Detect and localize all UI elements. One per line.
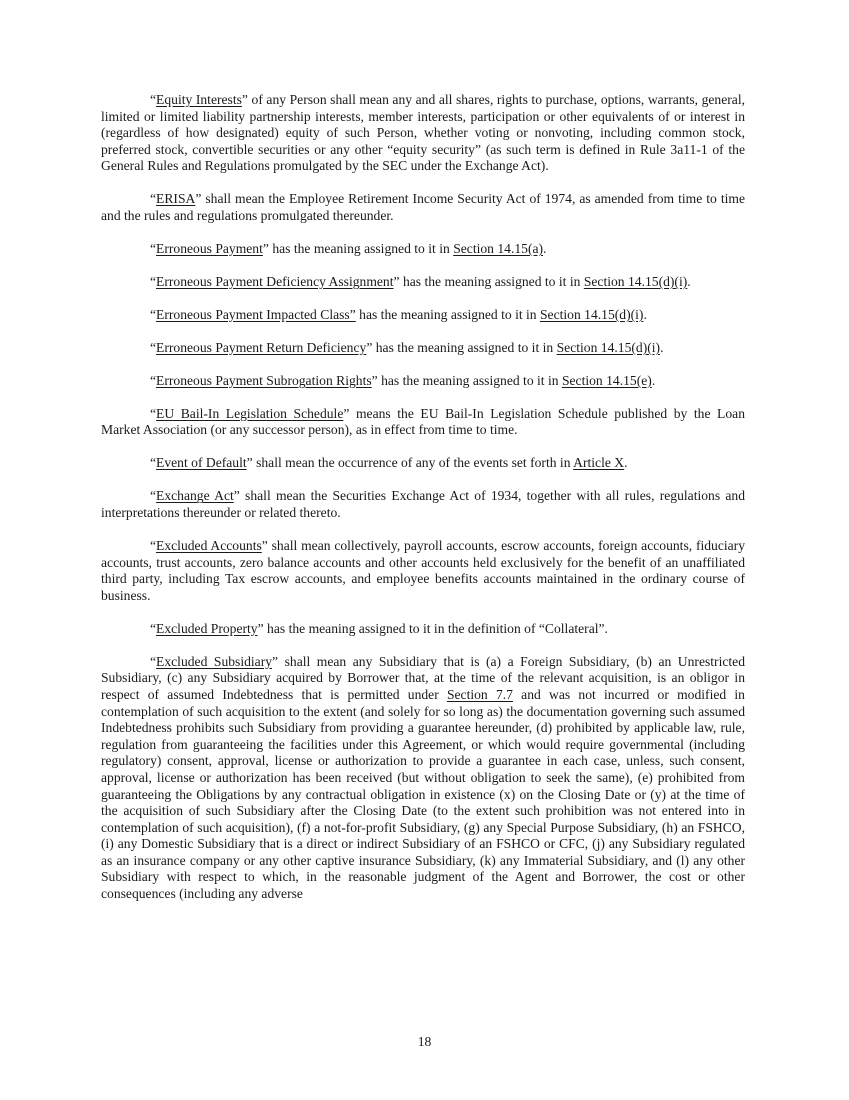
definition-erroneous-payment-impacted-class: “Erroneous Payment Impacted Class” has the meaning assigned to it in Section 14.15(d)(i). (150, 306, 647, 322)
defined-term: ERISA (156, 191, 196, 207)
definition-exchange-act: “Exchange Act” shall mean the Securities Exchange Act of 1934, together with all rules, regulations and interpretations thereunder or related thereto. (101, 488, 745, 521)
defined-term: Excluded Subsidiary (156, 653, 273, 669)
definition-erroneous-payment: “Erroneous Payment” has the meaning assigned to it in Section 14.15(a). (150, 240, 547, 256)
definition-excluded-accounts: “Excluded Accounts” shall mean collectively, payroll accounts, escrow accounts, foreign accounts, fiduciary accounts, trust accounts, zero balance accounts and other accounts held exclusively for the benefit of an unaffiliated third party, including Tax escrow accounts, and employee benefits accounts maintained in the ordinary course of business. (101, 538, 746, 603)
definition-erroneous-payment-subrogation-rights: “Erroneous Payment Subrogation Rights” has the meaning assigned to it in Section 14.15(e). (150, 372, 656, 388)
definition-excluded-subsidiary: “Excluded Subsidiary” shall mean any Subsidiary that is (a) a Foreign Subsidiary, (b) an Unrestricted Subsidiary, (c) any Subsidiary acquired by Borrower that, at the time of the relevant acquisition, is an obligor in respect of assumed Indebtedness that is permitted under Section 7.7 and was not incurred or modified in contemplation of such acquisition to the extent (and solely for so long as) the documentation governing such assumed Indebtedness prohibits such Subsidiary from providing a guarantee hereunder, (d) prohibited by applicable law, rule, regulation from guaranteeing the facilities under this Agreement, or which would require governmental (including regulatory) consent, approval, license or authorization to provide a guarantee in each case, unless, such consent, approval, license or authorization has been received (but without obligation to seek the same), (e) prohibited from guaranteeing the Obligations by any contractual obligation in existence (x) on the Closing Date or (y) at the time of the acquisition of such Subsidiary after the Closing Date (to the extent such prohibition was not entered into in contemplation of such acquisition), (f) a not-for-profit Subsidiary, (g) any Special Purpose Subsidiary, (h) an FSHCO, (i) any Domestic Subsidiary that is a direct or indirect Subsidiary of an FSHCO or CFC, (j) any Subsidiary regulated as an insurance company or any other captive insurance Subsidiary, (k) any Immaterial Subsidiary, and (l) any other Subsidiary with respect to which, in the reasonable judgment of the Agent and Borrower, the cost or other consequences (including any adverse (101, 653, 745, 902)
defined-term: Excluded Property (156, 620, 258, 636)
defined-term: Equity Interests (156, 92, 242, 107)
defined-term: Excluded Accounts (156, 538, 262, 553)
page-number: 18 (417, 1034, 432, 1049)
definition-eu-bail-in-legislation-schedule: “EU Bail-In Legislation Schedule” means the EU Bail-In Legislation Schedule published by the Loan Market Association (or any successor person), as in effect from time to time. (101, 405, 745, 438)
definition-erroneous-payment-return-deficiency: “Erroneous Payment Return Deficiency” has the meaning assigned to it in Section 14.15(d)(i). (150, 339, 664, 355)
section-reference: Section 7.7 (446, 686, 513, 702)
defined-term: Erroneous Payment Return Deficiency (156, 339, 367, 355)
defined-term: EU Bail-In Legislation Schedule (156, 405, 344, 421)
section-reference: Section 14.15(d)(i) (556, 339, 661, 355)
defined-term: Exchange Act (156, 488, 234, 504)
document-page (101, 92, 745, 919)
section-reference: Section 14.15(a) (453, 240, 544, 256)
defined-term: Erroneous Payment (156, 240, 263, 256)
defined-term: Erroneous Payment Deficiency Assignment (156, 273, 394, 289)
defined-term: Erroneous Payment Impacted Class” (156, 306, 356, 322)
section-reference: Section 14.15(d)(i) (540, 306, 644, 322)
definition-event-of-default: “Event of Default” shall mean the occurrence of any of the events set forth in Article X. (150, 455, 628, 471)
definition-erroneous-payment-deficiency-assignment: “Erroneous Payment Deficiency Assignment” has the meaning assigned to it in Section 14.15(d)(i). (150, 273, 691, 289)
definition-erisa: “ERISA” shall mean the Employee Retirement Income Security Act of 1974, as amended from time to time and the rules and regulations promulgated thereunder. (101, 191, 745, 223)
defined-term: Event of Default (156, 455, 247, 471)
definition-equity-interests: “Equity Interests” of any Person shall mean any and all shares, rights to purchase, options, warrants, general, limited or limited liability partnership interests, member interests, participation or other equivalents of or interest in (regardless of how designated) equity of such Person, whether voting or nonvoting, including common stock, preferred stock, convertible securities or any other “equity security” (as such term is defined in Rule 3a11-1 of the General Rules and Regulations promulgated by the SEC under the Exchange Act). (101, 92, 745, 174)
section-reference: Section 14.15(d)(i) (583, 273, 688, 289)
section-reference: Section 14.15(e) (561, 372, 652, 388)
article-reference: Article X (573, 455, 625, 471)
definition-excluded-property: “Excluded Property” has the meaning assigned to it in the definition of “Collateral”. (150, 620, 608, 636)
defined-term: Erroneous Payment Subrogation Rights (156, 372, 372, 388)
